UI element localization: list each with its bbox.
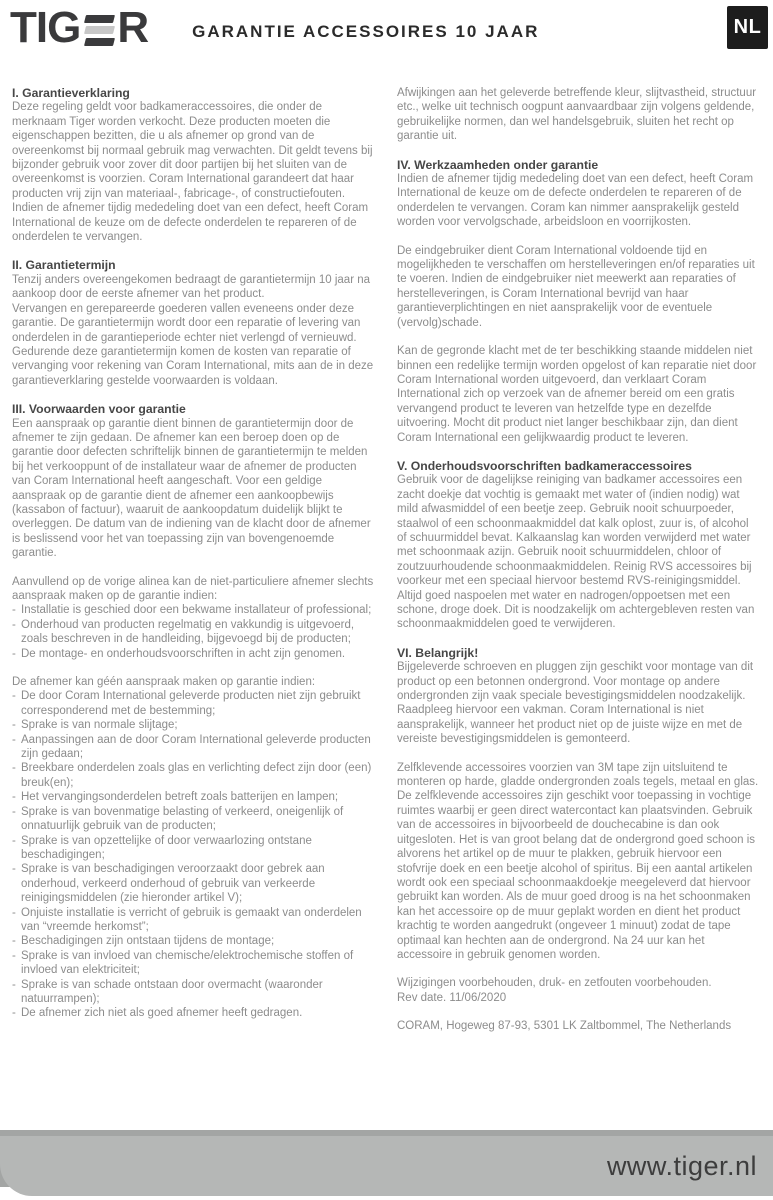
logo-e-top-bar (84, 15, 115, 23)
list-item: - Het vervangingsonderdelen betreft zoals batterijen en lampen; (12, 790, 376, 804)
paragraph: Indien de afnemer tijdig mededeling doet van een defect, heeft Coram International de keuze om de defecte onderdelen te repareren of de onderdelen te vervangen. Coram kan nimmer aansprakelijk gesteld worden voor vervolgschade, arbeidsloon en voorrijkosten. (397, 173, 754, 229)
paragraph: Wijzigingen voorbehouden, druk- en zetfouten voorbehouden. (397, 977, 712, 990)
paragraph: Een aanspraak op garantie dient binnen de garantietermijn door de afnemer te zijn gedaan. De afnemer kan een beroep doen op de garantie door defecten schriftelijk binnen de garantietermijn te melden bij het verkooppunt of de installateur waar de afnemer de producten van Coram International heeft aangeschaft. Voor een geldige aanspraak op de garantie dient de afnemer een aankoopbewijs (kassabon of factuur), waaruit de aankoopdatum duidelijk blijkt te overleggen. De datum van de indiening van de klacht door de afnemer is beslissend voor het van toepassing zijn van bovengenoemde garantie. (12, 417, 371, 560)
tiger-logo-e-icon (85, 15, 114, 46)
list-item: - Aanpassingen aan de door Coram International geleverde producten zijn gedaan; (12, 733, 376, 762)
list-item: - Sprake is van schade ontstaan door overmacht (waaronder natuurrampen); (12, 978, 376, 1007)
document-section (397, 761, 761, 963)
paragraph: Tenzij anders overeengekomen bedraagt de garantietermijn 10 jaar na aankoop door de eerste afnemer van het product. (12, 273, 371, 301)
paragraph: Zelfklevende accessoires voorzien van 3M tape zijn uitsluitend te monteren op harde, gladde ondergronden zoals tegels, metaal en glas. De zelfklevende accessoires zijn geschikt voor toepassing in vochtige ruimtes waarbij er geen direct watercontact kan plaatsvinden. Gebruik van de accessoires in bijvoorbeeld de douchecabine is dan ook uitgesloten. Het is van groot belang dat de ondergrond goed schoon is alvorens het artikel op de muur te plakken, gebruik hiervoor een stofvrije doek en een beetje alcohol of spiritus. Bij een aantal artikelen wordt ook een speciaal schoonmaakdoekje meegeleverd dat hiervoor gebruikt kan worden. Als de muur goed droog is na het schoonmaken kan het accessoire op de muur geplakt worden en dient het product krachtig te worden aangedrukt (ongeveer 1 minuut) zodat de tape optimaal kan hechten aan de ondergrond. Na 24 uur kan het accessoire in gebruik genomen worden. (397, 761, 759, 961)
document-section (397, 976, 761, 1005)
document-header (0, 0, 773, 56)
document-section (397, 646, 761, 747)
language-badge: NL (727, 6, 768, 49)
section-heading: III. Voorwaarden voor garantie (12, 402, 186, 417)
list-item: - Breekbare onderdelen zoals glas en verlichting defect zijn door (een) breuk(en); (12, 761, 376, 790)
logo-e-middle-bar (84, 26, 115, 34)
document-section (12, 402, 376, 560)
logo-e-bottom-bar (84, 38, 115, 46)
right-column (397, 86, 761, 1048)
section-heading: IV. Werkzaamheden onder garantie (397, 157, 599, 172)
paragraph: CORAM, Hogeweg 87-93, 5301 LK Zaltbommel, The Netherlands (397, 1020, 732, 1033)
document-section (397, 344, 761, 445)
section-heading: II. Garantietermijn (12, 258, 116, 273)
page-title: GARANTIE ACCESSOIRES 10 JAAR (192, 22, 540, 41)
list-item: - Sprake is van normale slijtage; (12, 718, 376, 732)
paragraph: Gedurende deze garantietermijn komen de kosten van reparatie of vervanging voor rekening van Coram International, mits aan de in deze garantieverklaring gestelde voorwaarden is voldaan. (12, 345, 374, 387)
document-section (397, 459, 761, 632)
left-column (12, 86, 376, 1048)
list-item: - Sprake is van opzettelijke of door verwaarlozing ontstane beschadigingen; (12, 834, 376, 863)
logo-text-left: TIG (10, 3, 81, 52)
section-heading: I. Garantieverklaring (12, 86, 130, 100)
list-item: - Onderhoud van producten regelmatig en vakkundig is uitgevoerd, zoals beschreven in de handleiding, bijgevoegd bij de producten; (12, 618, 376, 647)
list-item: - Onjuiste installatie is verricht of gebruik is gemaakt van onderdelen van “vreemde herkomst”; (12, 906, 376, 935)
document-section (397, 86, 761, 144)
list-item: - De montage- en onderhoudsvoorschriften in acht zijn genomen. (12, 647, 376, 661)
paragraph: Deze regeling geldt voor badkameraccessoires, die onder de merknaam Tiger worden verkocht. Deze producten moeten die eigenschappen bezitten, die u als afnemer op grond van de overeenkomst bij normaal gebruik mag verwachten. Dit geldt tevens bij bijzonder gebruik voor zover dit door partijen bij het sluiten van de overeenkomst is voorzien. Coram International garandeert dat haar producten vrij zijn van materiaal-, fabricage-, of constructiefouten. Indien de afnemer tijdig mededeling doet van een defect, heeft Coram International de keuze om de defecte onderdelen te repareren of de onderdelen te vervangen. (12, 101, 373, 244)
list-item: - Installatie is geschied door een bekwame installateur of professional; (12, 603, 376, 617)
document-section (397, 244, 761, 330)
section-heading: V. Onderhoudsvoorschriften badkameraccessoires (397, 458, 692, 473)
paragraph: Aanvullend op de vorige alinea kan de niet-particuliere afnemer slechts aanspraak maken op de garantie indien: (12, 575, 374, 602)
document-section (12, 575, 376, 661)
paragraph: Bijgeleverde schroeven en pluggen zijn geschikt voor montage van dit product op een betonnen ondergrond. Voor montage op andere ondergronden zijn vaak speciale bevestigingsmiddelen noodzakelijk. Raadpleeg hiervoor een vakman. Coram International is niet aansprakelijk, wanneer het product niet op de juiste wijze en met de vereiste bevestigingsmiddelen is gemonteerd. (397, 661, 754, 746)
paragraph: Afwijkingen aan het geleverde betreffende kleur, slijtvastheid, structuur etc., welke uit technisch oogpunt aanvaardbaar zijn volgens geldende, gebruikelijke normen, dan wel handelsgebruik, sluiten het recht op garantie uit. (397, 87, 757, 143)
section-heading: VI. Belangrijk! (397, 645, 479, 660)
list-item: - De door Coram International geleverde producten niet zijn gebruikt corresponderend met de bestemming; (12, 689, 376, 718)
list-item: - Sprake is van bovenmatige belasting of verkeerd, oneigenlijk of onnatuurlijk gebruik van de producten; (12, 805, 376, 834)
document-body (0, 86, 773, 1048)
document-section (12, 675, 376, 1021)
list-item: - Beschadigingen zijn ontstaan tijdens de montage; (12, 934, 376, 948)
logo-text-right: R (117, 3, 149, 52)
list-item: - Sprake is van beschadigingen veroorzaakt door gebrek aan onderhoud, verkeerd onderhoud of gebruik van verkeerde reinigingsmiddelen (zie hieronder artikel V); (12, 862, 376, 905)
document-section (397, 1019, 761, 1033)
tiger-logo (10, 3, 149, 52)
paragraph: De eindgebruiker dient Coram International voldoende tijd en mogelijkheden te verschaffen om herstelleveringen en/of reparaties uit te voeren. Indien de eindgebruiker niet meewerkt aan reparaties of herstelleveringen, is Coram International bevrijd van haar garantieverplichtingen en niet aansprakelijk voor de eventuele (vervolg)schade. (397, 244, 755, 329)
document-section (397, 158, 761, 230)
paragraph: De afnemer kan géén aanspraak maken op garantie indien: (12, 676, 316, 689)
website-url: www.tiger.nl (606, 1150, 757, 1181)
paragraph: Vervangen en gerepareerde goederen vallen eveneens onder deze garantie. De garantietermijn wordt door een reparatie of levering van onderdelen in de garantieperiode echter niet verlengd of vernieuwd. (12, 302, 361, 344)
document-section (12, 258, 376, 388)
footer-bar (0, 1136, 773, 1196)
paragraph: Kan de gegronde klacht met de ter beschikking staande middelen niet binnen een redelijke termijn worden opgelost of kan reparatie niet door Coram International worden uitgevoerd, dan verklaart Coram International zich op verzoek van de afnemer bereid om een gratis vervangend product te leveren van hetzelfde type en dezelfde uitvoering. Mocht dit product niet langer beschikbaar zijn, dan dient Coram International een gelijkwaardig product te leveren. (397, 345, 757, 444)
paragraph: Rev date. 11/06/2020 (397, 991, 507, 1004)
document-section (12, 86, 376, 244)
list-item: - De afnemer zich niet als goed afnemer heeft gedragen. (12, 1006, 376, 1020)
paragraph: Gebruik voor de dagelijkse reiniging van badkamer accessoires een zacht doekje dat vochtig is gemaakt met water of (indien nodig) wat mild afwasmiddel of een beetje zeep. Gebruik nooit schuurpoeder, staalwol of een schoonmaakmiddel dat kalk oplost, zuur is, of alcohol of schuurmiddel bevat. Kalkaanslag kan worden verwijderd met water met schoonmaak azijn. Gebruik nooit schuurmiddelen, chloor of zoutzuurhoudende schoonmaakmiddelen. Reinig RVS accessoires bij voorkeur met een speciaal hiervoor bestemd RVS-reinigingsmiddel. Altijd goed naspoelen met water en nadrogen/oppoetsen met een schone, droge doek. Dit is noodzakelijk om achtergebleven resten van schoonmaakmiddelen goed te verwijderen. (397, 474, 755, 631)
list-item: - Sprake is van invloed van chemische/elektrochemische stoffen of invloed van elektriciteit; (12, 949, 376, 978)
